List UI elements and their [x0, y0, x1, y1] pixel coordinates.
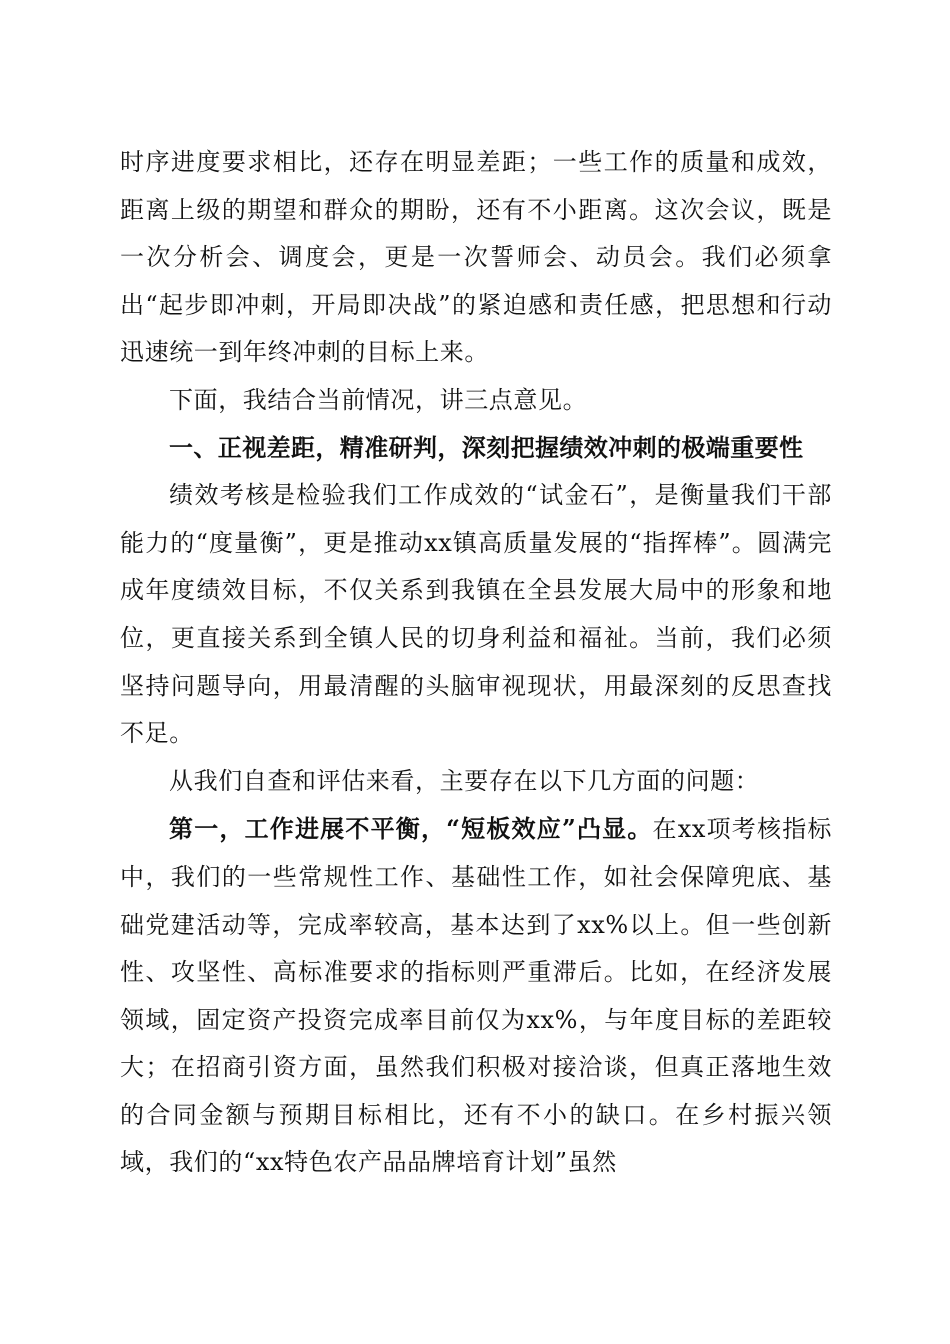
- document-body: [120, 139, 832, 1187]
- paragraph-intro: 下面，我结合当前情况，讲三点意见。: [169, 385, 588, 414]
- first-problem-body: 在xx项考核指标中，我们的一些常规性工作、基础性工作，如社会保障兜底、基础党建活动等，完成率较高，基本达到了xx%以上。但一些创新性、攻坚性、高标准要求的指标则严重滞后。比如，在经济发展领域，固定资产投资完成率目前仅为xx%，与年度目标的差距较大；在招商引资方面，虽然我们积极对接洽谈，但真正落地生效的合同金额与预期目标相比，还有不小的缺口。在乡村振兴领域，我们的“xx特色农产品品牌培育计划”虽然: [120, 815, 832, 1177]
- paragraph-problems-intro: 从我们自查和评估来看，主要存在以下几方面的问题：: [169, 766, 760, 795]
- paragraph-performance-assessment: 绩效考核是检验我们工作成效的“试金石”，是衡量我们干部能力的“度量衡”，更是推动xx镇高质量发展的“指挥棒”。圆满完成年度绩效目标，不仅关系到我镇在全县发展大局中的形象和地位，更直接关系到全镇人民的切身利益和福祉。当前，我们必须坚持问题导向，用最清醒的头脑审视现状，用最深刻的反思查找不足。: [120, 481, 832, 748]
- paragraph-continuation: 时序进度要求相比，还存在明显差距；一些工作的质量和成效，距离上级的期望和群众的期盼，还有不小距离。这次会议，既是一次分析会、调度会，更是一次誓师会、动员会。我们必须拿出“起步即冲刺，开局即决战”的紧迫感和责任感，把思想和行动迅速统一到年终冲刺的目标上来。: [120, 148, 832, 367]
- section-heading-1: 一、正视差距，精准研判，深刻把握绩效冲刺的极端重要性: [169, 433, 804, 462]
- first-problem-lead: 第一，工作进展不平衡，“短板效应”凸显。: [169, 814, 653, 844]
- paragraph-first-problem: [120, 805, 832, 1187]
